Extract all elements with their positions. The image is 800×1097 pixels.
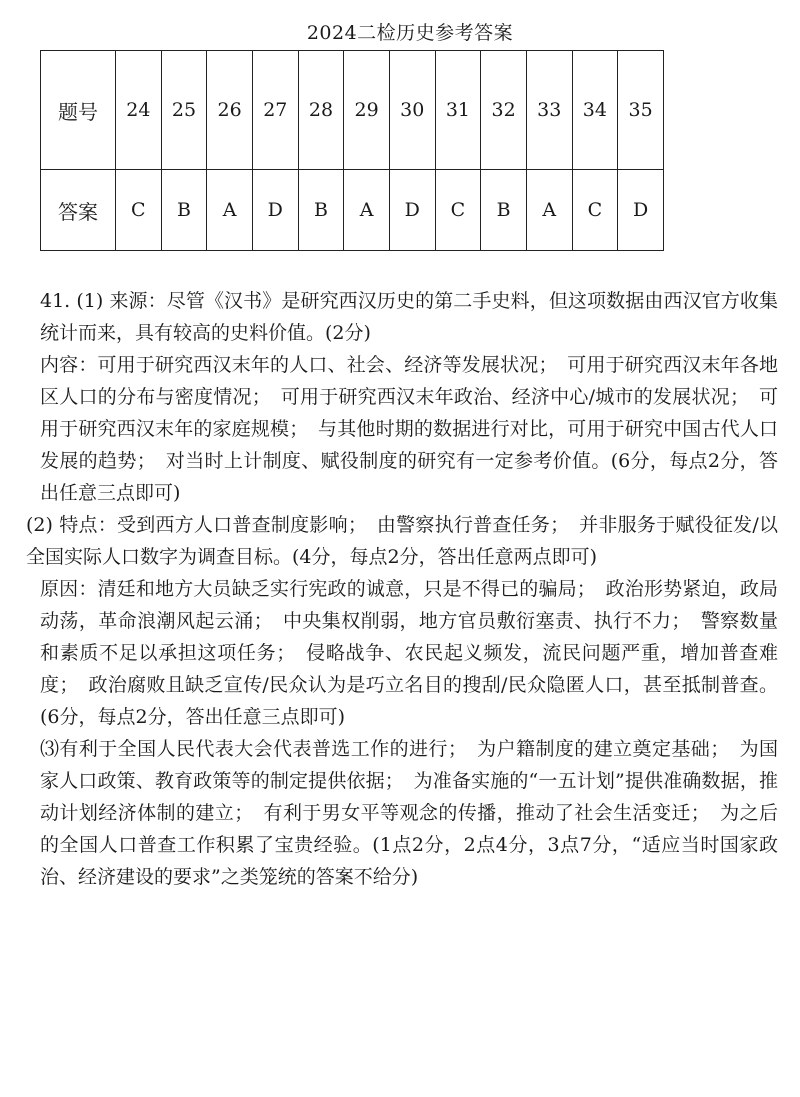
answer-explanations bbox=[26, 285, 778, 893]
answer-table bbox=[40, 50, 664, 251]
question-number-cell: 30 bbox=[389, 51, 435, 170]
question-number-cell: 24 bbox=[116, 51, 162, 170]
question-number-cell: 25 bbox=[161, 51, 207, 170]
question-number-cell: 32 bbox=[481, 51, 527, 170]
answer-cell: A bbox=[344, 170, 390, 251]
answer-cell: D bbox=[618, 170, 664, 251]
answer-cell: D bbox=[252, 170, 298, 251]
question-number-cell: 26 bbox=[207, 51, 253, 170]
q41-part2-reasons: 原因：清廷和地方大员缺乏实行宪政的诚意，只是不得已的骗局； 政治形势紧迫，政局动荡，革命浪潮风起云涌； 中央集权削弱，地方官员敷衍塞责、执行不力； 警察数量和素质不足以承担这项任务； 侵略战争、农民起义频发，流民问题严重，增加普查难度； 政治腐败且缺乏宣传/民众认为是巧立名目的搜刮/民众隐匿人口，甚至抵制普查。(6分，每点2分，答出任意三点即可) bbox=[40, 578, 778, 728]
answer-cell: C bbox=[572, 170, 618, 251]
question-number-row bbox=[41, 51, 664, 170]
answer-cell: A bbox=[207, 170, 253, 251]
answer-cell: C bbox=[116, 170, 162, 251]
answer-cell: D bbox=[389, 170, 435, 251]
q41-part1-source: 41. (1) 来源：尽管《汉书》是研究西汉历史的第二手史料，但这项数据由西汉官方收集统计而来，具有较高的史料价值。(2分) bbox=[40, 290, 778, 344]
answer-cell: B bbox=[298, 170, 344, 251]
answer-cell: B bbox=[481, 170, 527, 251]
q41-part2-features: (2) 特点：受到西方人口普查制度影响； 由警察执行普查任务； 并非服务于赋役征发/以全国实际人口数字为调查目标。(4分，每点2分，答出任意两点即可) bbox=[26, 514, 778, 568]
question-number-cell: 31 bbox=[435, 51, 481, 170]
answer-cell: A bbox=[526, 170, 572, 251]
answer-cell: C bbox=[435, 170, 481, 251]
question-number-cell: 29 bbox=[344, 51, 390, 170]
q41-part1-content: 内容：可用于研究西汉末年的人口、社会、经济等发展状况； 可用于研究西汉末年各地区人口的分布与密度情况； 可用于研究西汉末年政治、经济中心/城市的发展状况； 可用于研究西汉末年的家庭规模； 与其他时期的数据进行对比，可用于研究中国古代人口发展的趋势； 对当时上计制度、赋役制度的研究有一定参考价值。(6分，每点2分，答出任意三点即可) bbox=[40, 354, 778, 504]
question-number-label: 题号 bbox=[41, 51, 116, 170]
question-number-cell: 34 bbox=[572, 51, 618, 170]
q41-part3-significance: ⑶有利于全国人民代表大会代表普选工作的进行； 为户籍制度的建立奠定基础； 为国家人口政策、教育政策等的制定提供依据； 为准备实施的“一五计划”提供准确数据，推动计划经济体制的建立； 有利于男女平等观念的传播，推动了社会生活变迁； 为之后的全国人口普查工作积累了宝贵经验。(1点2分，2点4分，3点7分，“适应当时国家政治、经济建设的要求”之类笼统的答案不给分) bbox=[40, 738, 778, 888]
question-number-cell: 33 bbox=[526, 51, 572, 170]
question-number-cell: 28 bbox=[298, 51, 344, 170]
question-number-cell: 35 bbox=[618, 51, 664, 170]
answer-row bbox=[41, 170, 664, 251]
page-title: 2024二检历史参考答案 bbox=[306, 22, 514, 44]
question-number-cell: 27 bbox=[252, 51, 298, 170]
answer-cell: B bbox=[161, 170, 207, 251]
answer-label: 答案 bbox=[41, 170, 116, 251]
